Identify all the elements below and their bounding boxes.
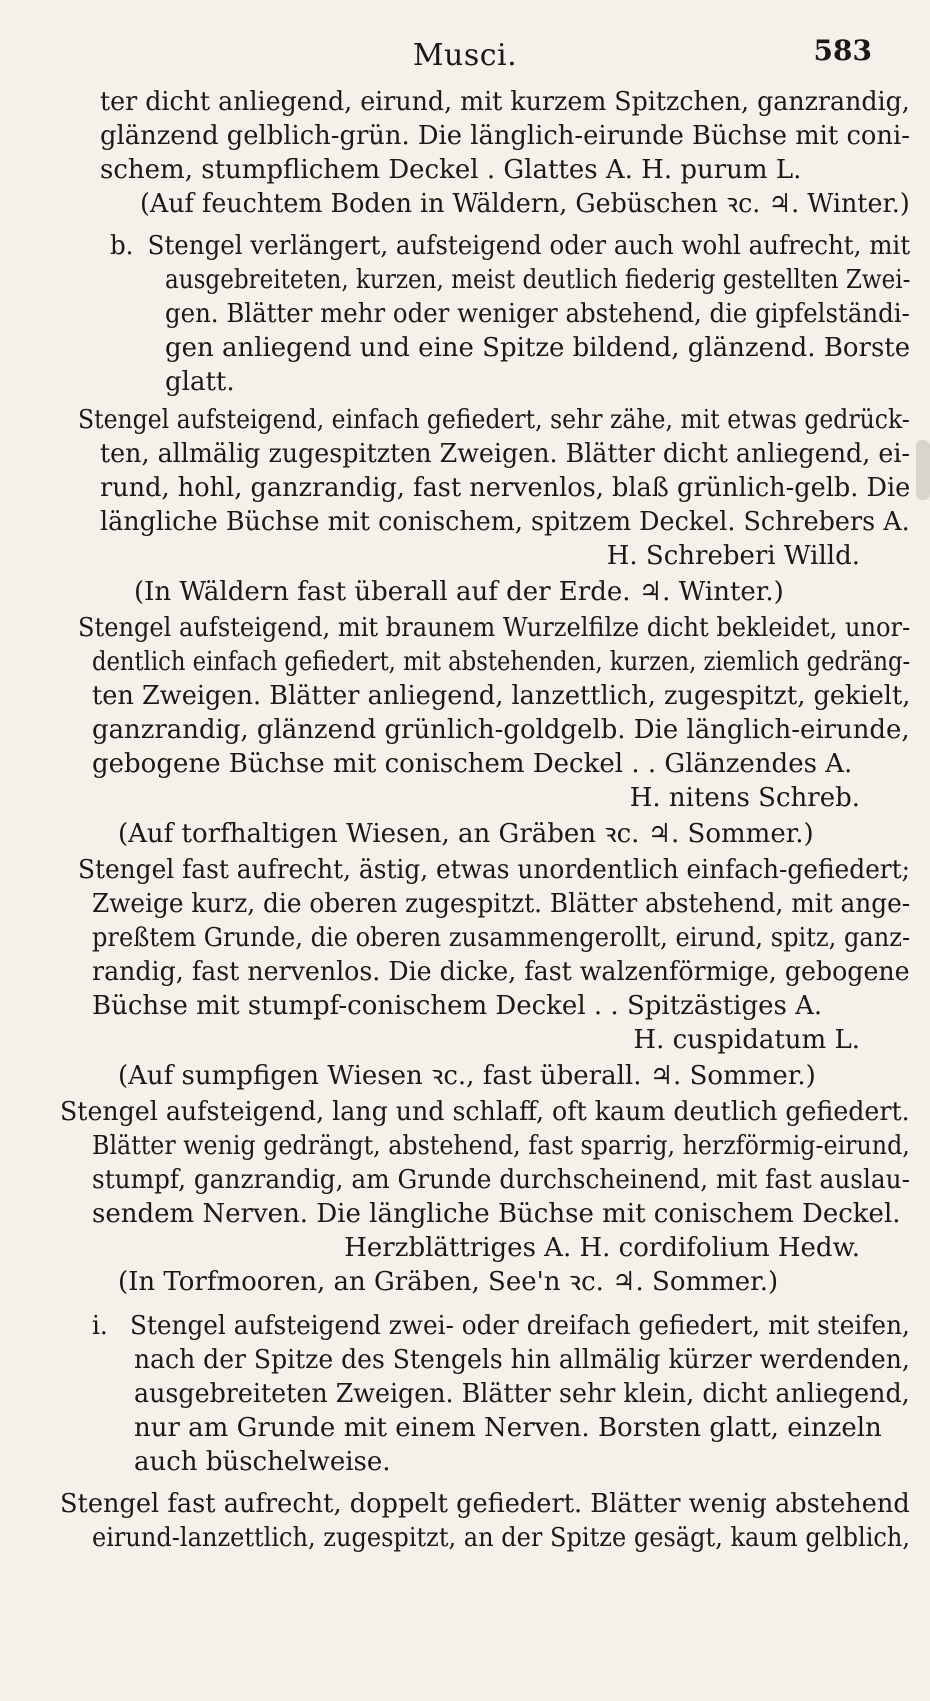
text-line: randig, fast nervenlos. Die dicke, fast walzenförmige, gebogene: [92, 957, 910, 987]
species-name: H. nitens Schreb.: [629, 783, 860, 813]
habitat-note: (In Wäldern fast überall auf der Erde. ♃. Winter.): [134, 577, 784, 607]
text-line: Stengel aufsteigend, mit braunem Wurzelfilze dicht bekleidet, unor-: [78, 613, 911, 643]
text-line: Stengel aufsteigend zwei- oder dreifach gefiedert, mit steifen,: [130, 1311, 910, 1341]
text-line: sendem Nerven. Die längliche Büchse mit conischem Deckel.: [92, 1199, 901, 1229]
text-line: dentlich einfach gefiedert, mit abstehenden, kurzen, ziemlich gedräng-: [92, 647, 911, 677]
text-line: längliche Büchse mit conischem, spitzem Deckel. Schrebers A.: [100, 507, 910, 537]
habitat-note: (Auf sumpfigen Wiesen ꝛc., fast überall. ♃. Sommer.): [118, 1061, 816, 1091]
text-line: glatt.: [165, 367, 235, 397]
text-line: ter dicht anliegend, eirund, mit kurzem Spitzchen, ganzrandig,: [100, 87, 910, 117]
text-line: Stengel aufsteigend, einfach gefiedert, sehr zähe, mit etwas gedrück-: [78, 405, 910, 435]
page-number: 583: [813, 34, 872, 67]
text-line: schem, stumpflichem Deckel . Glattes A. H. purum L.: [100, 155, 802, 185]
species-name: H. Schreberi Willd.: [606, 541, 860, 571]
running-title: Musci.: [412, 38, 518, 73]
text-line: preßtem Grunde, die oberen zusammengerollt, eirund, spitz, ganz-: [92, 923, 911, 953]
page-edge-shadow: [916, 440, 930, 500]
text-line: glänzend gelblich-grün. Die länglich-eirunde Büchse mit coni-: [100, 121, 910, 151]
text-line: eirund-lanzettlich, zugespitzt, an der Spitze gesägt, kaum gelblich,: [92, 1523, 911, 1553]
key-entry-i: [92, 1310, 910, 1342]
text-line: stumpf, ganzrandig, am Grunde durchscheinend, mit fast auslau-: [92, 1165, 910, 1195]
key-entry-b: [110, 230, 910, 262]
species-name: H. cuspidatum L.: [633, 1025, 860, 1055]
text-line: nach der Spitze des Stengels hin allmälig kürzer werdenden,: [134, 1345, 910, 1375]
habitat-note: (In Torfmooren, an Gräben, See'n ꝛc. ♃. Sommer.): [118, 1267, 779, 1297]
habitat-note: (Auf feuchtem Boden in Wäldern, Gebüschen ꝛc. ♃. Winter.): [140, 189, 910, 219]
text-line: ausgebreiteten, kurzen, meist deutlich fiederig gestellten Zwei-: [165, 265, 911, 295]
species-name: Herzblättriges A. H. cordifolium Hedw.: [344, 1233, 860, 1263]
key-label: b.: [110, 231, 134, 261]
text-line: Büchse mit stumpf-conischem Deckel . . Spitzästiges A.: [92, 991, 823, 1021]
text-line: Stengel fast aufrecht, doppelt gefiedert. Blätter wenig abstehend: [60, 1489, 910, 1519]
text-line: gebogene Büchse mit conischem Deckel . . Glänzendes A.: [92, 749, 853, 779]
text-line: Stengel aufsteigend, lang und schlaff, oft kaum deutlich gefiedert.: [60, 1097, 910, 1127]
text-line: nur am Grunde mit einem Nerven. Borsten glatt, einzeln: [134, 1413, 882, 1443]
key-label: i.: [92, 1311, 108, 1341]
text-line: Blätter wenig gedrängt, abstehend, fast sparrig, herzförmig-eirund,: [92, 1131, 910, 1161]
text-line: auch büschelweise.: [134, 1447, 391, 1477]
text-line: Zweige kurz, die oberen zugespitzt. Blätter abstehend, mit ange-: [92, 889, 911, 919]
text-line: ten Zweigen. Blätter anliegend, lanzettlich, zugespitzt, gekielt,: [92, 681, 911, 711]
text-line: gen anliegend und eine Spitze bildend, glänzend. Borste: [165, 333, 911, 363]
text-line: Stengel fast aufrecht, ästig, etwas unordentlich einfach-gefiedert;: [78, 855, 911, 885]
text-line: gen. Blätter mehr oder weniger abstehend, die gipfelständi-: [165, 299, 910, 329]
text-line: ten, allmälig zugespitzten Zweigen. Blätter dicht anliegend, ei-: [100, 439, 910, 469]
text-line: rund, hohl, ganzrandig, fast nervenlos, blaß grünlich-gelb. Die: [100, 473, 911, 503]
text-line: Stengel verlängert, aufsteigend oder auch wohl aufrecht, mit: [147, 231, 911, 261]
text-line: ausgebreiteten Zweigen. Blätter sehr klein, dicht anliegend,: [134, 1379, 910, 1409]
text-line: ganzrandig, glänzend grünlich-goldgelb. Die länglich-eirunde,: [92, 715, 910, 745]
habitat-note: (Auf torfhaltigen Wiesen, an Gräben ꝛc. ♃. Sommer.): [118, 819, 814, 849]
